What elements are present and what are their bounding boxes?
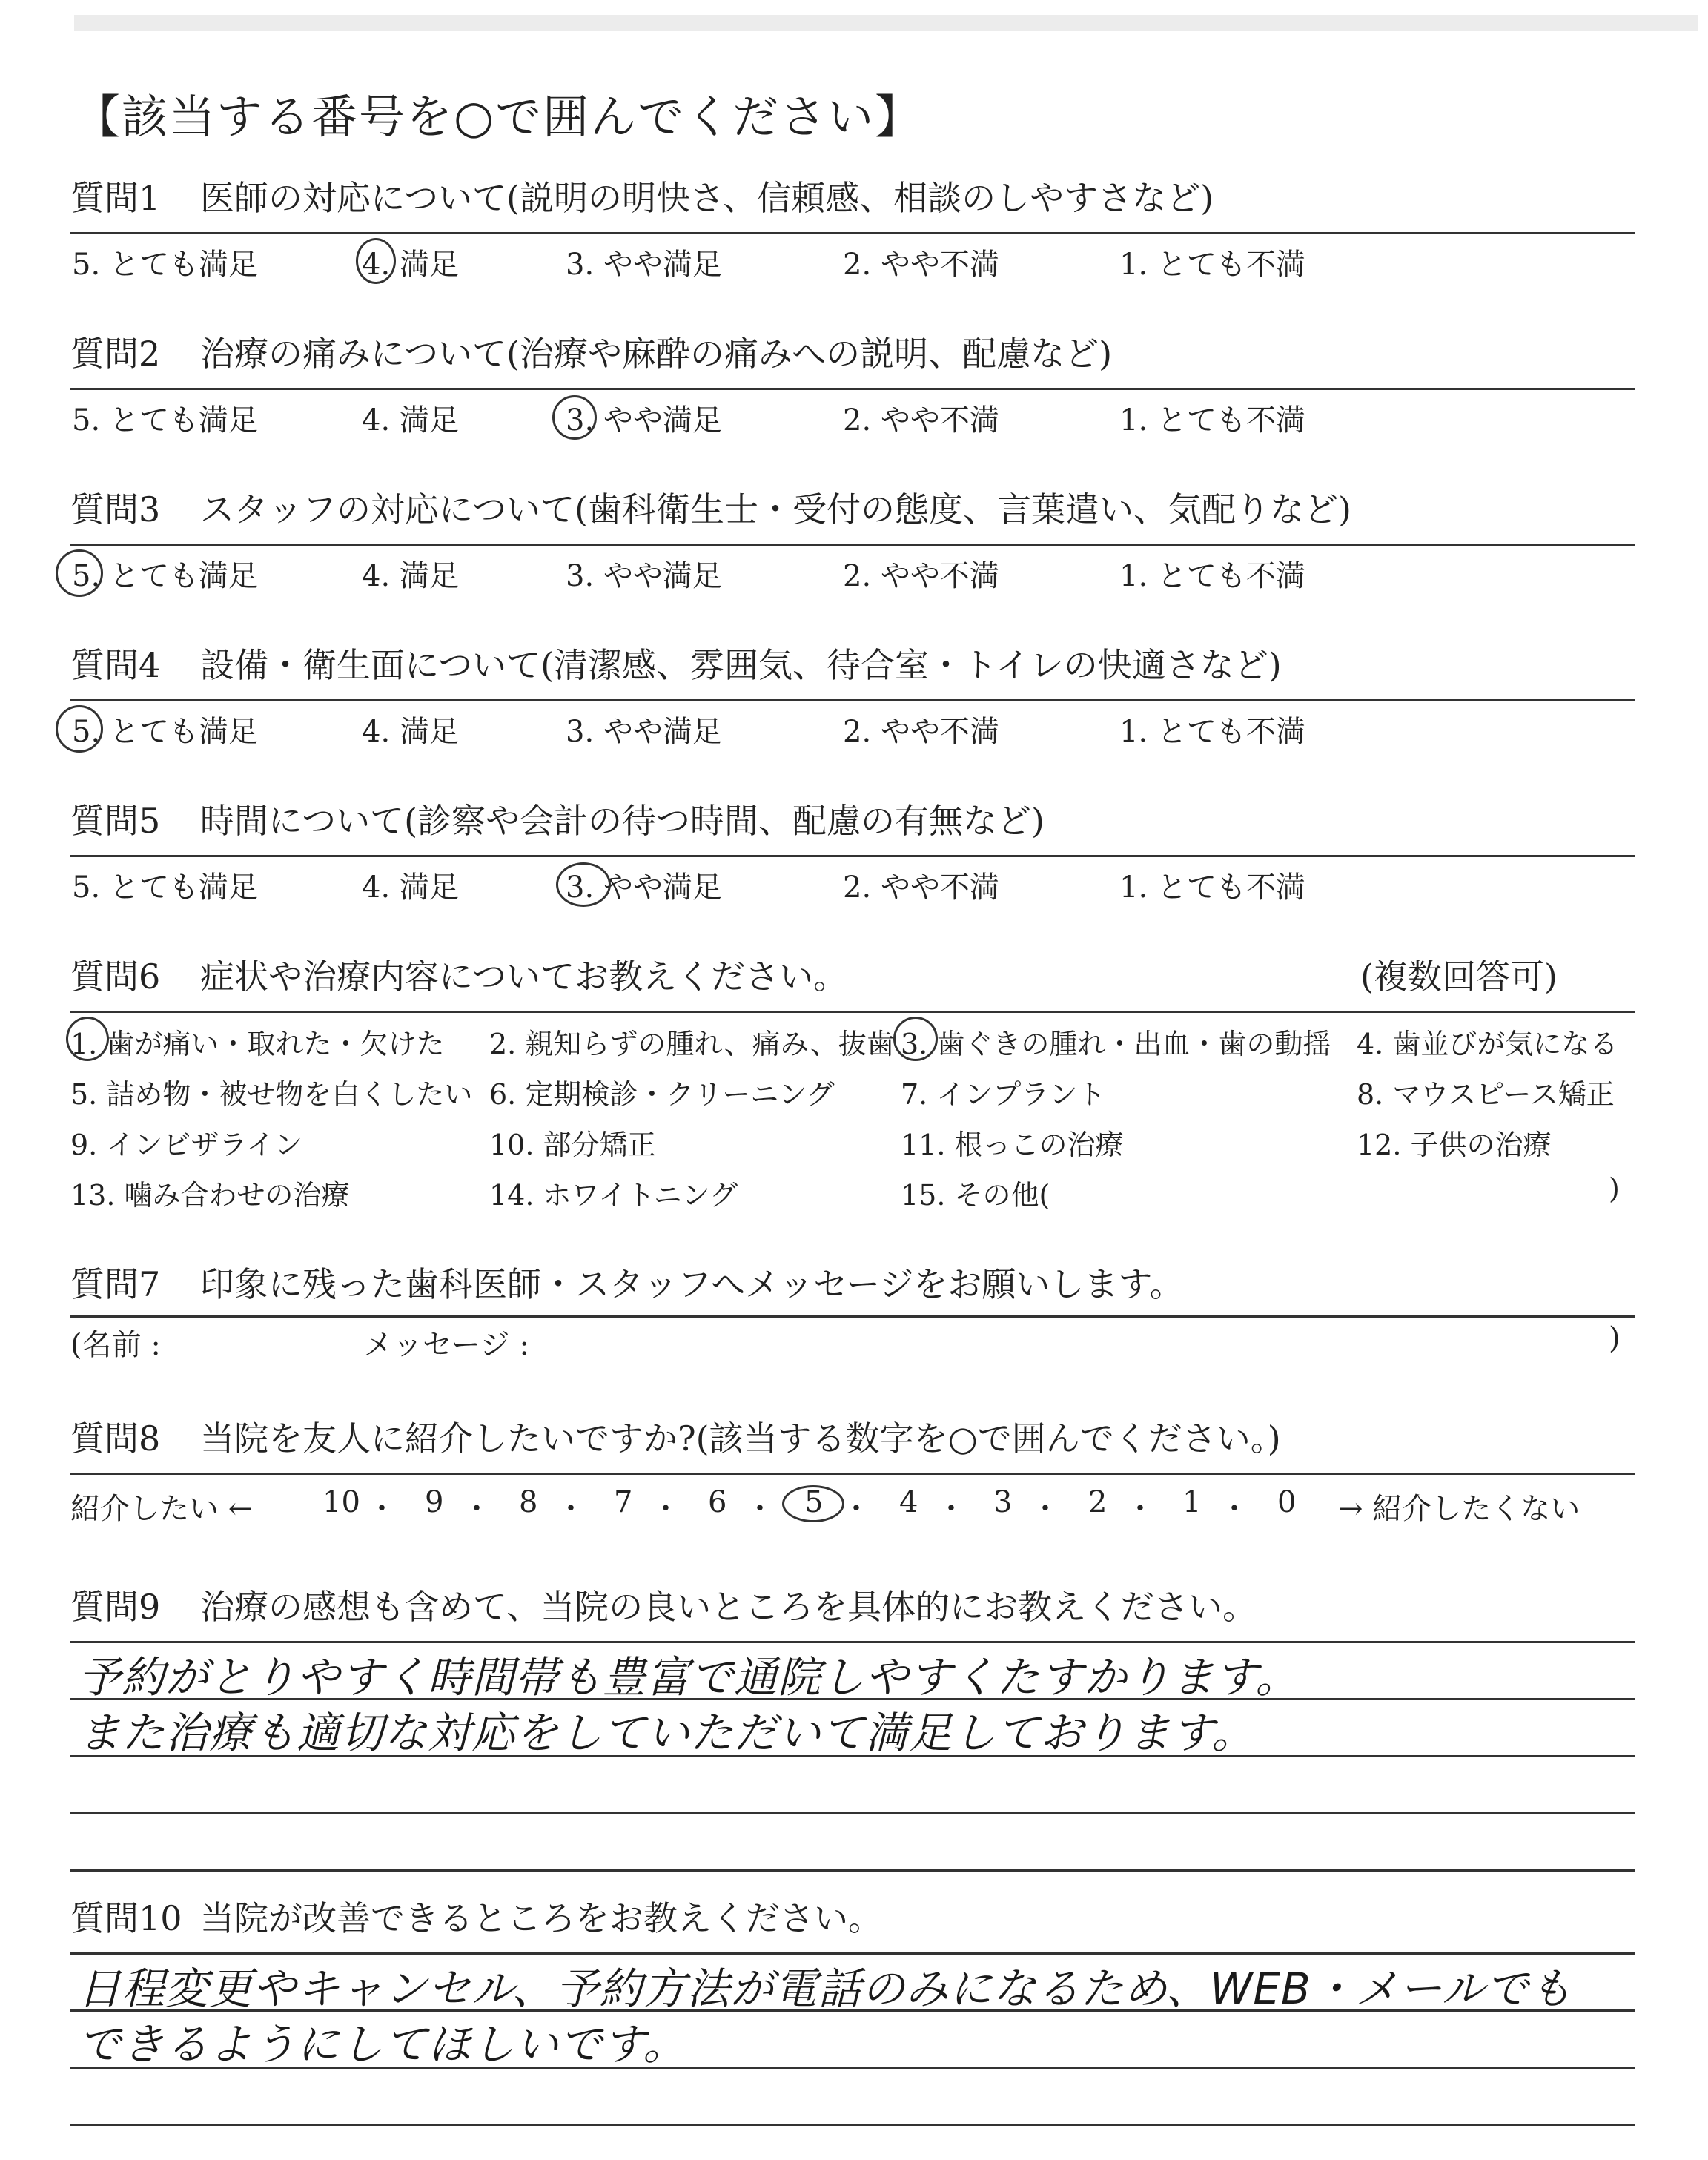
question-2	[70, 330, 1635, 437]
rating-5[interactable]: 5. とても満足	[72, 871, 258, 905]
question-9	[70, 1583, 1635, 1758]
question-text: 治療の感想も含めて、当院の良いところを具体的にお教えください。	[200, 1587, 1257, 1627]
selection-circle	[56, 549, 103, 597]
divider	[70, 1315, 1635, 1318]
symptom-option-2[interactable]: 2. 親知らずの腫れ、痛み、抜歯	[489, 1028, 895, 1060]
divider	[70, 699, 1635, 701]
rating-3[interactable]: 3. やや満足	[566, 248, 722, 282]
scale-value[interactable]: 3	[993, 1485, 1013, 1519]
rating-1[interactable]: 1. とても不満	[1119, 248, 1305, 282]
question-text: 治療の痛みについて(治療や麻酔の痛みへの説明、配慮など)	[200, 334, 1113, 374]
question-number: 質問6	[70, 957, 161, 997]
rating-4[interactable]: 4. 満足	[362, 559, 459, 593]
question-number: 質問3	[70, 489, 161, 529]
divider	[70, 388, 1635, 390]
symptom-option-9[interactable]: 9. インビザライン	[70, 1129, 303, 1161]
question-4	[70, 641, 1635, 749]
message-label: メッセージ :	[363, 1328, 529, 1362]
handwritten-answer-line-1: 日程変更やキャンセル、予約方法が電話のみになるため、WEB・メールでも	[78, 1964, 1573, 2014]
scale-value[interactable]: 1	[1182, 1485, 1202, 1519]
question-number: 質問10	[70, 1898, 182, 1938]
rating-1[interactable]: 1. とても不満	[1119, 871, 1305, 905]
symptom-option-5[interactable]: 5. 詰め物・被せ物を白くしたい	[70, 1078, 473, 1111]
question-5	[70, 797, 1635, 905]
rating-5[interactable]: 5. とても満足	[72, 715, 258, 749]
question-text: 当院を友人に紹介したいですか?(該当する数字を○で囲んでください。)	[200, 1418, 1281, 1459]
question-text: スタッフの対応について(歯科衛生士・受付の態度、言葉遣い、気配りなど)	[200, 489, 1351, 529]
handwritten-answer-line-1: 予約がとりやすく時間帯も豊富で通院しやすくたすかります。	[78, 1652, 1300, 1702]
rating-1[interactable]: 1. とても不満	[1119, 715, 1305, 749]
question-number: 質問1	[70, 178, 161, 218]
symptom-option-7[interactable]: 7. インプラント	[901, 1078, 1106, 1111]
selection-circle	[893, 1017, 938, 1061]
question-text: 症状や治療内容についてお教えください。	[200, 957, 848, 997]
rating-1[interactable]: 1. とても不満	[1119, 559, 1305, 593]
question-7	[70, 1261, 1635, 1362]
message-close-paren: )	[1609, 1321, 1621, 1355]
answer-line	[70, 1869, 1635, 1872]
rating-4[interactable]: 4. 満足	[362, 403, 459, 437]
page-title: 【該当する番号を○で囲んでください】	[74, 90, 923, 144]
scale-value[interactable]: 7	[614, 1485, 633, 1519]
question-number: 質問8	[70, 1418, 161, 1459]
question-text: 設備・衛生面について(清潔感、雰囲気、待合室・トイレの快適さなど)	[200, 645, 1282, 685]
divider	[70, 1473, 1635, 1475]
scale-value[interactable]: 4	[899, 1485, 918, 1519]
symptom-option-6[interactable]: 6. 定期検診・クリーニング	[489, 1078, 835, 1111]
handwritten-answer-line-2: また治療も適切な対応をしていただいて満足しております。	[78, 1708, 1256, 1758]
selection-circle	[56, 705, 103, 753]
divider	[70, 855, 1635, 857]
rating-2[interactable]: 2. やや不満	[843, 559, 999, 593]
scale-value[interactable]: 8	[519, 1485, 538, 1519]
rating-4[interactable]: 4. 満足	[362, 248, 459, 282]
rating-2[interactable]: 2. やや不満	[843, 715, 999, 749]
divider	[70, 232, 1635, 234]
rating-4[interactable]: 4. 満足	[362, 715, 459, 749]
divider	[70, 1011, 1635, 1013]
rating-3[interactable]: 3. やや満足	[566, 559, 722, 593]
question-1	[70, 174, 1635, 282]
scale-left-label: 紹介したい ←	[70, 1492, 254, 1526]
scan-edge	[74, 15, 1698, 31]
rating-3[interactable]: 3. やや満足	[566, 403, 722, 437]
rating-2[interactable]: 2. やや不満	[843, 403, 999, 437]
rating-2[interactable]: 2. やや不満	[843, 871, 999, 905]
scale-value[interactable]: 9	[425, 1485, 444, 1519]
rating-5[interactable]: 5. とても満足	[72, 248, 258, 282]
answer-line	[70, 1812, 1635, 1814]
scale-right-label: → 紹介したくない	[1338, 1492, 1580, 1526]
rating-5[interactable]: 5. とても満足	[72, 403, 258, 437]
scale-value[interactable]: 6	[708, 1485, 727, 1519]
rating-1[interactable]: 1. とても不満	[1119, 403, 1305, 437]
question-number: 質問4	[70, 645, 161, 685]
rating-3[interactable]: 3. やや満足	[566, 871, 722, 905]
rating-2[interactable]: 2. やや不満	[843, 248, 999, 282]
rating-4[interactable]: 4. 満足	[362, 871, 459, 905]
question-text: 印象に残った歯科医師・スタッフへメッセージをお願いします。	[200, 1264, 1184, 1304]
selection-circle	[66, 1017, 109, 1061]
symptom-option-12[interactable]: 12. 子供の治療	[1357, 1129, 1552, 1161]
question-10	[70, 1895, 1635, 2070]
selection-circle	[782, 1485, 844, 1522]
question-6	[70, 953, 1635, 1212]
other-close-paren: )	[1609, 1172, 1620, 1205]
divider	[70, 544, 1635, 546]
scale-value[interactable]: 0	[1277, 1485, 1297, 1519]
symptom-option-14[interactable]: 14. ホワイトニング	[489, 1179, 738, 1212]
question-number: 質問5	[70, 801, 161, 841]
scale-value[interactable]: 2	[1088, 1485, 1108, 1519]
question-3	[70, 486, 1635, 593]
rating-5[interactable]: 5. とても満足	[72, 559, 258, 593]
symptom-option-4[interactable]: 4. 歯並びが気になる	[1357, 1028, 1618, 1060]
name-label: (名前 :	[70, 1328, 161, 1362]
selection-circle	[356, 238, 396, 284]
question-number: 質問2	[70, 334, 161, 374]
selection-circle	[556, 862, 611, 907]
symptom-options	[70, 1021, 1635, 1214]
handwritten-answer-line-2: できるようにしてほしいです。	[78, 2019, 687, 2070]
symptom-option-15[interactable]: 15. その他(	[901, 1179, 1050, 1212]
multiple-answer-note: (複数回答可)	[1360, 957, 1558, 997]
symptom-option-13[interactable]: 13. 噛み合わせの治療	[70, 1179, 350, 1212]
question-number: 質問7	[70, 1264, 161, 1304]
answer-line	[70, 2124, 1635, 2126]
symptom-option-11[interactable]: 11. 根っこの治療	[901, 1129, 1124, 1161]
symptom-option-10[interactable]: 10. 部分矯正	[489, 1129, 656, 1161]
selection-circle	[552, 395, 597, 440]
rating-3[interactable]: 3. やや満足	[566, 715, 722, 749]
question-text: 当院が改善できるところをお教えください。	[200, 1898, 882, 1938]
question-8: 質問8 当院を友人に紹介したいですか?(該当する数字を○で囲んでください。) 紹介したい ← 10 ・ 9 ・ 8 ・ 7 ・ 6 ・ 5 ・ 4 ・ 3 ・ 2 ・ 1 ・ 0 → 紹介したくない	[70, 1415, 1635, 1462]
scale-value[interactable]: 5	[804, 1485, 824, 1519]
symptom-option-3[interactable]: 3. 歯ぐきの腫れ・出血・歯の動揺	[901, 1028, 1331, 1060]
symptom-option-8[interactable]: 8. マウスピース矯正	[1357, 1078, 1615, 1111]
symptom-option-1[interactable]: 1. 歯が痛い・取れた・欠けた	[70, 1028, 445, 1060]
question-text: 時間について(診察や会計の待つ時間、配慮の有無など)	[200, 801, 1045, 841]
question-text: 医師の対応について(説明の明快さ、信頼感、相談のしやすさなど)	[200, 178, 1214, 218]
question-number: 質問9	[70, 1587, 161, 1627]
scale-value[interactable]: 10	[322, 1485, 360, 1519]
